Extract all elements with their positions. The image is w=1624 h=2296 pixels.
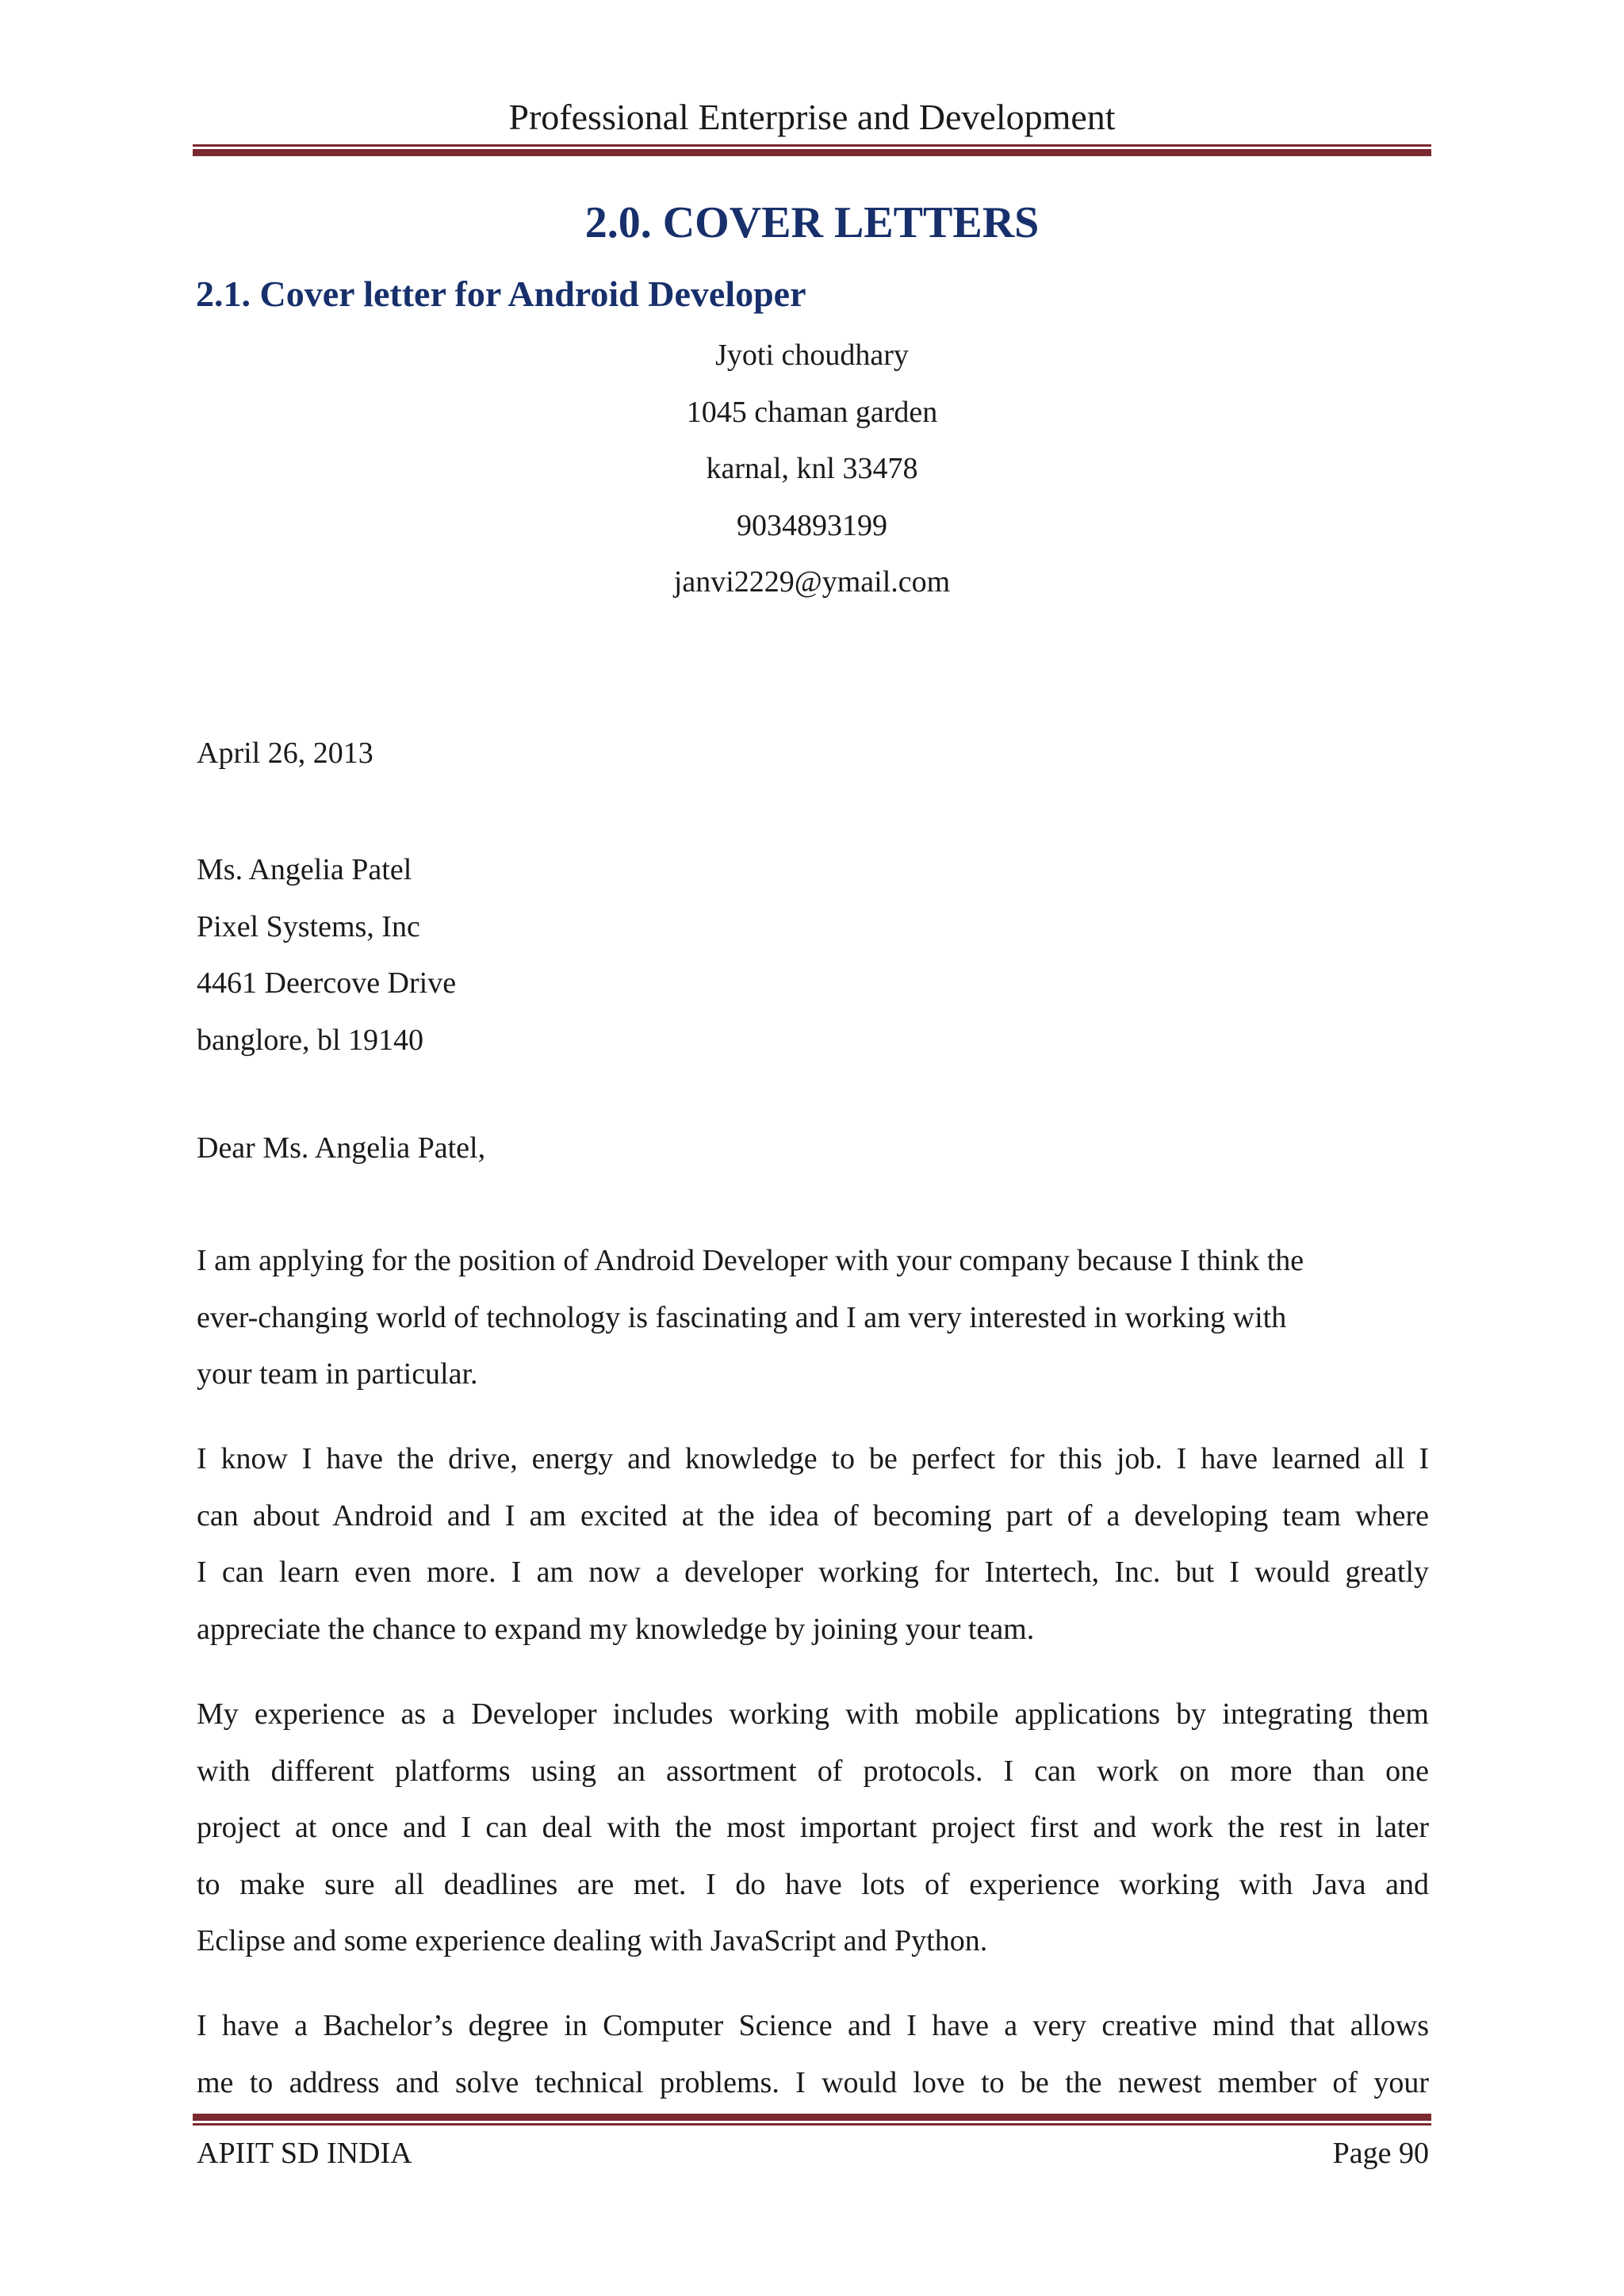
recipient-city: banglore, bl 19140 (197, 1023, 424, 1057)
sender-city: karnal, knl 33478 (706, 452, 918, 485)
running-header: Professional Enterprise and Development (508, 97, 1116, 137)
paragraph-line: I can learn even more. I am now a developer working for Intertech, Inc. but I would greatly (197, 1556, 1429, 1589)
paragraph-line: with different platforms using an assortment of protocols. I can work on more than one (197, 1754, 1429, 1788)
paragraph-line: I am applying for the position of Android Developer with your company because I think the (197, 1244, 1304, 1277)
section-title: 2.1. Cover letter for Android Developer (196, 274, 806, 314)
paragraph-line: ever-changing world of technology is fascinating and I am very interested in working with (197, 1300, 1287, 1334)
chapter-title: 2.0. COVER LETTERS (584, 198, 1040, 247)
footer-rule-thick (193, 2114, 1431, 2121)
body-paragraph-1 (197, 1233, 1429, 1403)
sender-name: Jyoti choudhary (715, 339, 909, 372)
paragraph-line: I know I have the drive, energy and knowledge to be perfect for this job. I have learned all I (197, 1442, 1429, 1475)
recipient-name: Ms. Angelia Patel (197, 853, 412, 886)
paragraph-line: me to address and solve technical problems. I would love to be the newest member of your (197, 2065, 1429, 2099)
sender-address (193, 327, 1431, 611)
sender-email: janvi2229@ymail.com (673, 565, 951, 599)
salutation: Dear Ms. Angelia Patel, (197, 1131, 486, 1165)
paragraph-line: I have a Bachelor’s degree in Computer Science and I have a very creative mind that allows (197, 2009, 1429, 2042)
recipient-address (197, 842, 456, 1069)
footer-organization: APIIT SD INDIA (197, 2137, 412, 2170)
recipient-company: Pixel Systems, Inc (197, 909, 420, 943)
body-paragraph-2 (197, 1431, 1429, 1658)
paragraph-line: appreciate the chance to expand my knowledge by joining your team. (197, 1612, 1035, 1646)
paragraph-line: My experience as a Developer includes working with mobile applications by integrating them (197, 1697, 1429, 1731)
paragraph-line: Eclipse and some experience dealing with JavaScript and Python. (197, 1924, 988, 1957)
footer-rule-thin (193, 2123, 1431, 2126)
paragraph-line: to make sure all deadlines are met. I do have lots of experience working with Java and (197, 1867, 1429, 1901)
body-paragraph-3 (197, 1686, 1429, 1970)
header-rule-thick (193, 149, 1431, 156)
sender-street: 1045 chaman garden (686, 395, 938, 429)
recipient-street: 4461 Deercove Drive (197, 966, 457, 1000)
header-rule-thin (193, 144, 1431, 147)
page-number: Page 90 (1332, 2137, 1429, 2170)
body-paragraph-4 (197, 1998, 1429, 2111)
paragraph-line: your team in particular. (197, 1357, 478, 1391)
paragraph-line: can about Android and I am excited at the idea of becoming part of a developing team where (197, 1498, 1429, 1533)
letter-date: April 26, 2013 (197, 737, 373, 770)
paragraph-line: project at once and I can deal with the most important project first and work the rest in later (197, 1811, 1429, 1844)
sender-phone: 9034893199 (737, 508, 887, 542)
